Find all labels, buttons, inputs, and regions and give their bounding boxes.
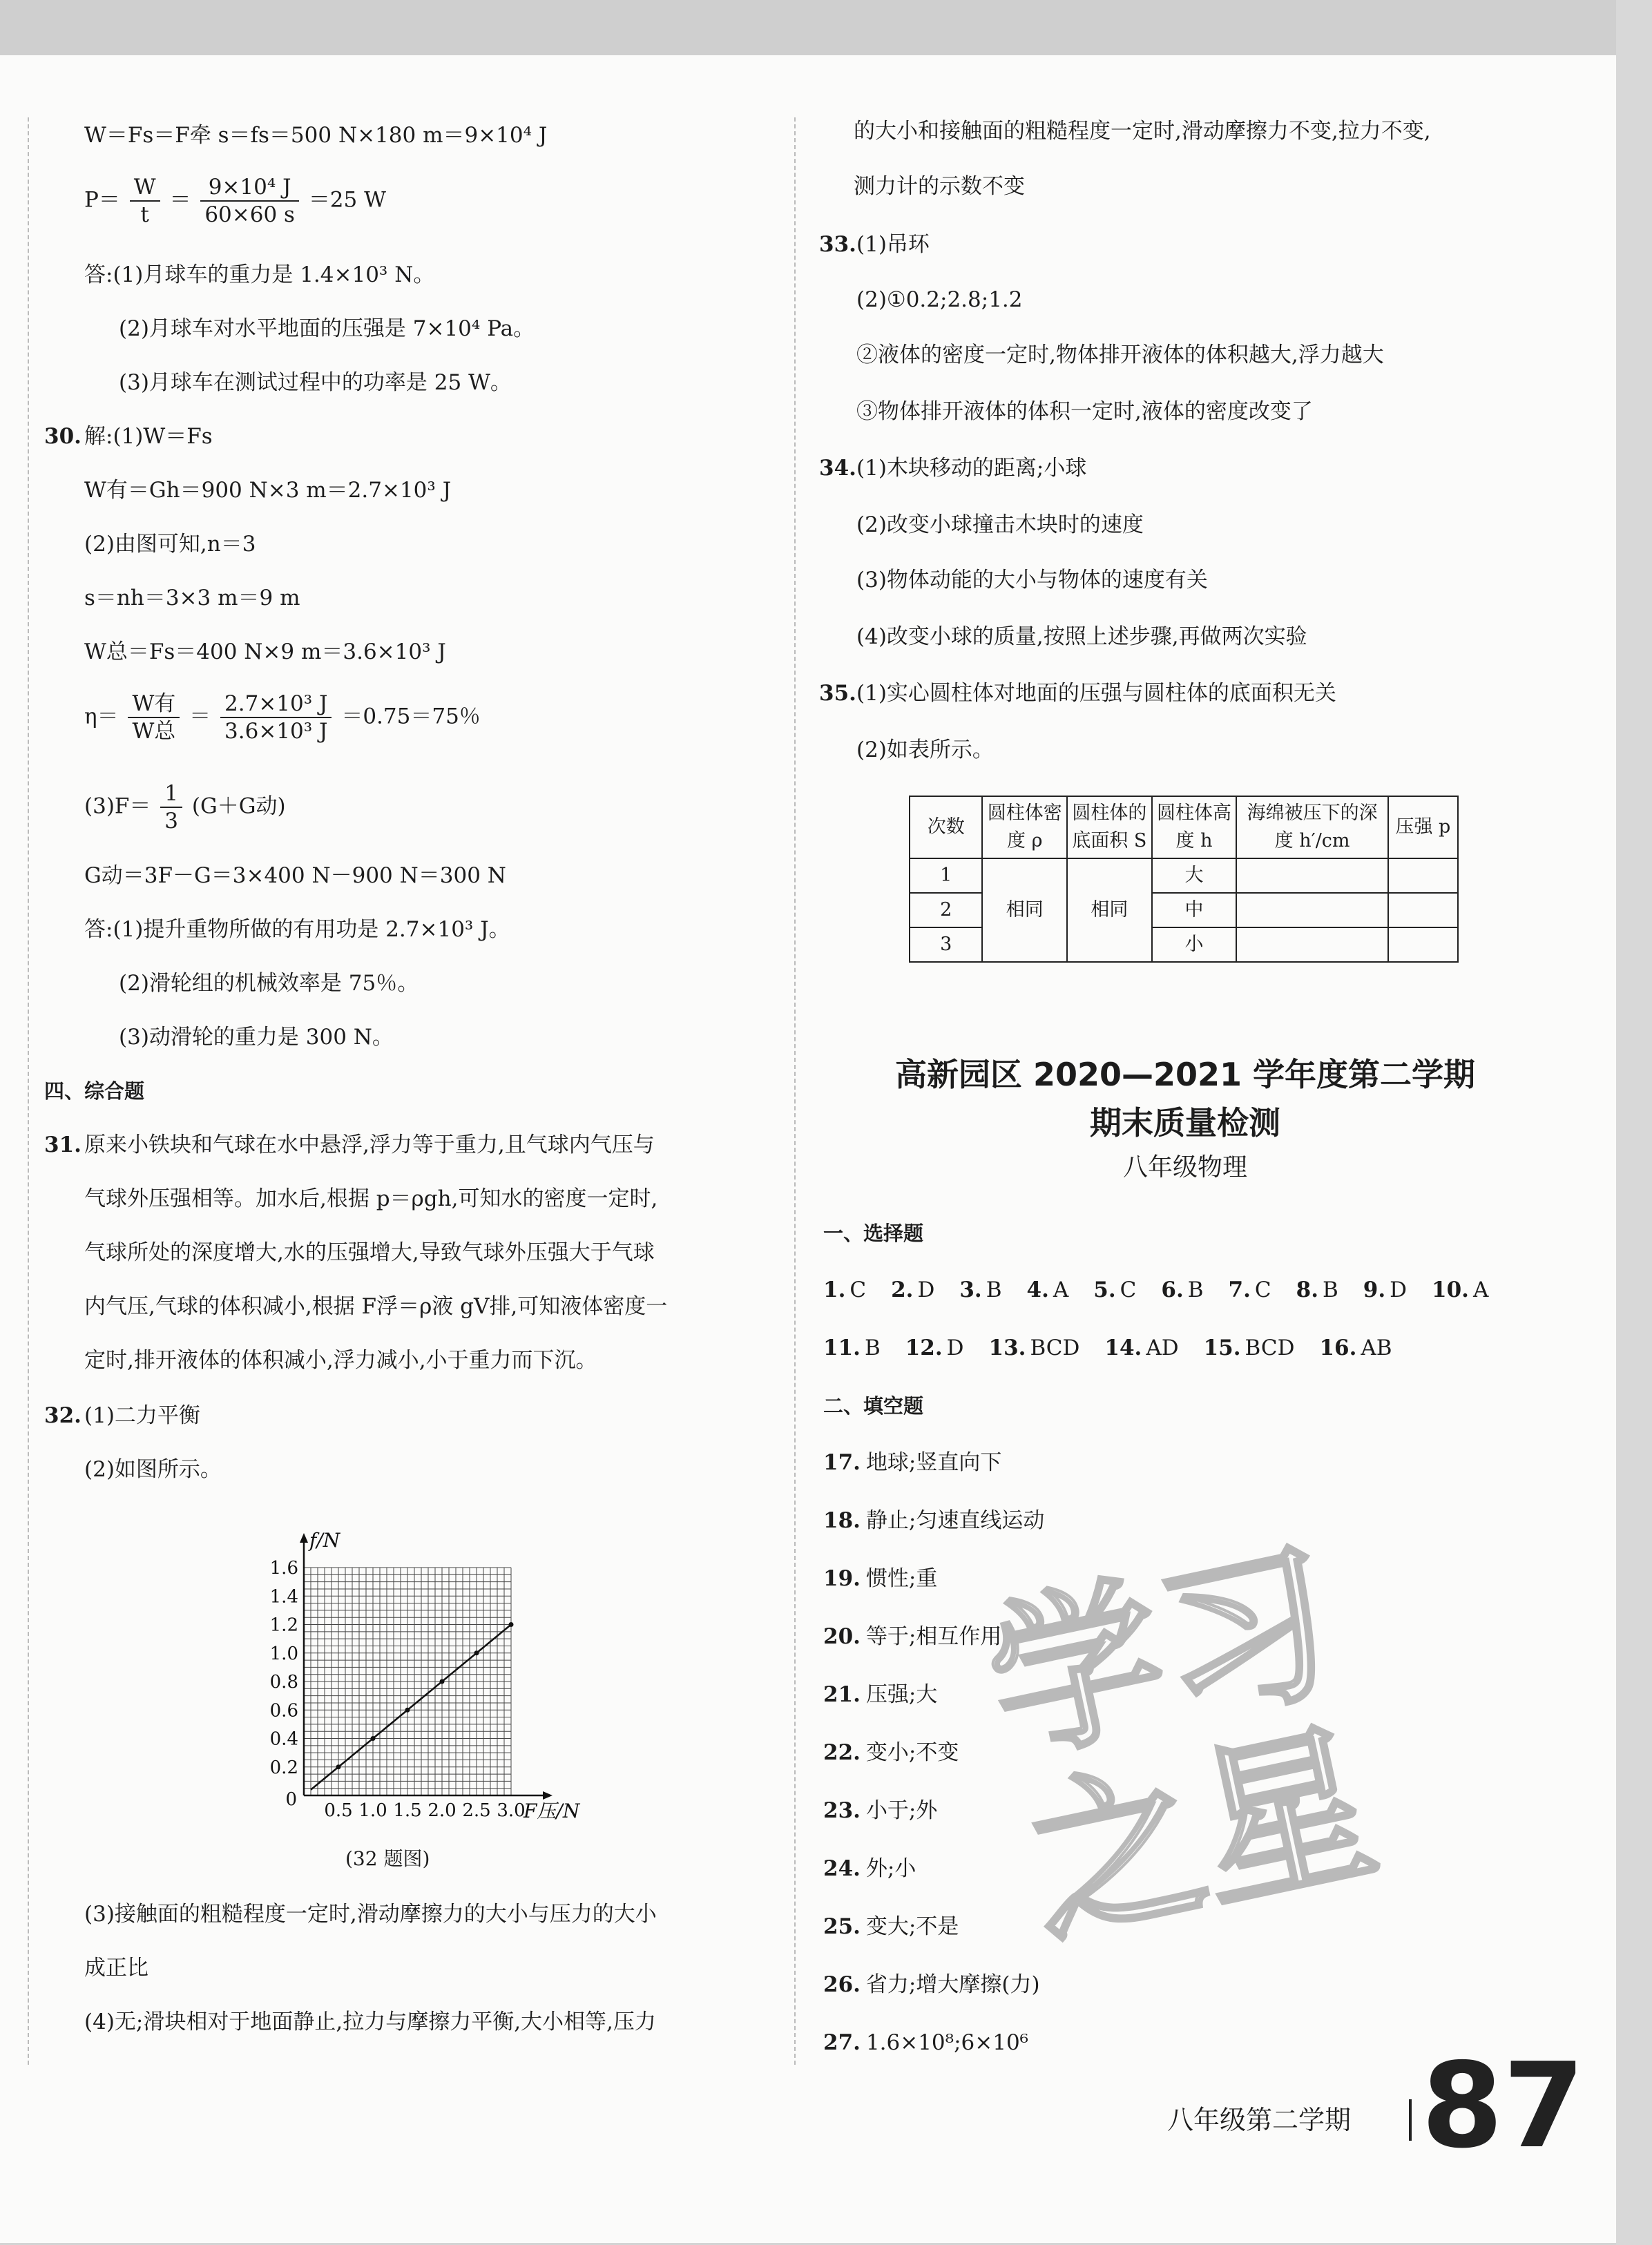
mc-number: 13. — [988, 1336, 1026, 1360]
y-tick-label: 1.0 — [269, 1643, 298, 1664]
q32-continued: 测力计的示数不变 — [854, 174, 1025, 199]
mc-answer — [959, 1276, 1001, 1304]
q32-line: (2)如图所示。 — [84, 1457, 222, 1482]
fill-number: 26. — [823, 1972, 861, 1997]
y-tick-label: 0.2 — [269, 1757, 298, 1778]
fill-text: 外;小 — [865, 1856, 916, 1881]
fill-answer — [823, 1449, 1445, 1507]
q33-line: ②液体的密度一定时,物体排开液体的体积越大,浮力越大 — [856, 343, 1384, 367]
q32-number: 32. — [44, 1403, 81, 1428]
formula-part: P＝ — [84, 187, 120, 213]
y-tick-label: 1.4 — [269, 1586, 298, 1608]
fill-number: 18. — [823, 1508, 861, 1533]
exam-subtitle: 期末质量检测 — [1090, 1104, 1280, 1141]
q30-line: W有＝Gh＝900 N×3 m＝2.7×10³ J — [84, 478, 452, 503]
mc-answer — [1027, 1276, 1069, 1304]
table-cell: 小 — [1152, 927, 1237, 962]
origin-label: 0 — [285, 1789, 297, 1810]
q30-line: s＝nh＝3×3 m＝9 m — [84, 586, 300, 610]
formula-part: (3)F＝ — [84, 793, 151, 819]
y-tick-label: 0.6 — [269, 1700, 298, 1722]
fill-text: 压强;大 — [865, 1682, 938, 1707]
table-cell: 3 — [910, 927, 982, 962]
mc-answer — [823, 1334, 881, 1362]
q33-line: ③物体排开液体的体积一定时,液体的密度改变了 — [856, 399, 1313, 424]
fill-text: 小于;外 — [865, 1798, 938, 1823]
x-tick-label: 1.5 — [393, 1800, 422, 1821]
table-header-row — [910, 796, 1458, 858]
q30-line: W总＝Fs＝400 N×9 m＝3.6×10³ J — [84, 639, 446, 664]
fill-number: 22. — [823, 1740, 861, 1765]
exam-title: 高新园区 2020—2021 学年度第二学期 — [894, 1056, 1476, 1093]
mc-answer — [1432, 1276, 1488, 1304]
chart-caption: (32 题图) — [345, 1847, 430, 1870]
scan-border-right — [1616, 0, 1652, 2245]
formula-part: ＝ — [189, 704, 211, 729]
mc-number: 1. — [823, 1278, 846, 1302]
numerator: 1 — [160, 780, 182, 808]
q29-answer-3: (3)月球车在测试过程中的功率是 25 W。 — [119, 370, 512, 395]
mc-letter: AD — [1146, 1336, 1179, 1360]
table-cell — [1388, 927, 1458, 962]
q31-line: 内气压,气球的体积减小,根据 F浮＝ρ液 gV排,可知液体密度一 — [84, 1294, 668, 1319]
y-axis-label: f/N — [309, 1529, 340, 1552]
q33-line: (1)吊环 — [856, 232, 930, 257]
table-cell: 大 — [1152, 858, 1237, 893]
x-tick-label: 0.5 — [324, 1800, 353, 1821]
mc-number: 10. — [1432, 1278, 1469, 1302]
mc-number: 14. — [1104, 1336, 1142, 1360]
section-heading-1: 一、选择题 — [823, 1222, 924, 1245]
mc-number: 9. — [1363, 1278, 1386, 1302]
q29-work-formula: W＝Fs＝F牵 s＝fs＝500 N×180 m＝9×10⁴ J — [84, 123, 548, 148]
table-header-cell: 圆柱体密度 ρ — [982, 796, 1067, 858]
mc-letter: AB — [1361, 1336, 1392, 1360]
x-tick-label: 3.0 — [497, 1800, 526, 1821]
mc-letter: C — [1254, 1278, 1271, 1302]
mc-answer — [1104, 1334, 1178, 1362]
q31-line: 原来小铁块和气球在水中悬浮,浮力等于重力,且气球内气压与 — [84, 1133, 655, 1157]
mc-letter: D — [946, 1336, 964, 1360]
mc-number: 8. — [1296, 1278, 1319, 1302]
fill-text: 省力;增大摩擦(力) — [865, 1972, 1040, 1997]
q30-line: G动＝3F－G＝3×400 N－900 N＝300 N — [84, 863, 506, 888]
table-cell — [1388, 858, 1458, 893]
x-tick-label: 1.0 — [358, 1800, 387, 1821]
mc-letter: B — [1323, 1278, 1338, 1302]
fill-text: 1.6×10⁸;6×10⁶ — [865, 2030, 1029, 2055]
mc-letter: B — [864, 1336, 881, 1360]
denominator: 3.6×10³ J — [224, 719, 328, 744]
q31-line: 定时,排开液体的体积减小,浮力减小,小于重力而下沉。 — [84, 1348, 597, 1373]
fill-number: 23. — [823, 1798, 861, 1823]
q31-number: 31. — [44, 1133, 81, 1157]
mc-number: 3. — [959, 1278, 982, 1302]
mc-letter: B — [986, 1278, 1002, 1302]
mc-answer — [1161, 1276, 1203, 1304]
footer-separator — [1409, 2099, 1412, 2141]
fill-text: 地球;竖直向下 — [865, 1450, 1002, 1475]
q30-number: 30. — [44, 424, 81, 449]
table-cell — [1236, 893, 1387, 927]
formula-part: ＝0.75＝75％ — [341, 704, 481, 729]
mc-letter: BCD — [1245, 1336, 1295, 1360]
table-header-cell: 圆柱体的底面积 S — [1067, 796, 1152, 858]
mc-answer — [1204, 1334, 1295, 1362]
x-axis-label: F压/N — [524, 1800, 580, 1822]
mc-number: 6. — [1161, 1278, 1184, 1302]
mc-answers-row-2 — [823, 1334, 1392, 1362]
fill-text: 变大;不是 — [865, 1914, 959, 1939]
q31-line: 气球外压强相等。加水后,根据 p＝ρgh,可知水的密度一定时, — [84, 1186, 658, 1211]
mc-number: 5. — [1093, 1278, 1116, 1302]
table-cell: 1 — [910, 858, 982, 893]
table-header-cell: 海绵被压下的深度 h′/cm — [1236, 796, 1387, 858]
q30-answer-1: 答:(1)提升重物所做的有用功是 2.7×10³ J。 — [84, 917, 510, 942]
fill-number: 24. — [823, 1856, 861, 1881]
numerator: 2.7×10³ J — [220, 691, 332, 718]
y-tick-label: 1.6 — [269, 1558, 298, 1579]
formula-part: (G＋G动) — [191, 793, 286, 819]
mc-letter: B — [1187, 1278, 1204, 1302]
mc-letter: A — [1472, 1278, 1489, 1302]
q34-line: (2)改变小球撞击木块时的速度 — [856, 512, 1144, 537]
fill-text: 变小;不变 — [865, 1740, 959, 1765]
fill-number: 17. — [823, 1450, 861, 1475]
fill-text: 惯性;重 — [865, 1566, 938, 1591]
table-cell: 中 — [1152, 893, 1237, 927]
q30-answer-2: (2)滑轮组的机械效率是 75％。 — [119, 971, 419, 996]
table-row — [910, 858, 1458, 893]
mc-number: 11. — [823, 1336, 861, 1360]
formula-part: ＝25 W — [308, 187, 386, 213]
q34-line: (4)改变小球的质量,按照上述步骤,再做两次实验 — [856, 624, 1307, 649]
mc-letter: C — [849, 1278, 867, 1302]
q29-answer-1: 答:(1)月球车的重力是 1.4×10³ N。 — [84, 262, 435, 287]
x-tick-label: 2.0 — [428, 1800, 457, 1821]
table-header-cell: 圆柱体高度 h — [1152, 796, 1237, 858]
numerator: W — [130, 174, 160, 202]
mc-number: 4. — [1026, 1278, 1049, 1302]
table-header-cell: 压强 p — [1388, 796, 1458, 858]
fill-text: 等于;相互作用 — [865, 1624, 1002, 1649]
fill-answer — [823, 2029, 1445, 2087]
mc-number: 15. — [1203, 1336, 1241, 1360]
fill-number: 19. — [823, 1566, 861, 1591]
fill-number: 25. — [823, 1914, 861, 1939]
mc-number: 16. — [1319, 1336, 1357, 1360]
watermark-logo: 学习之星 — [972, 1519, 1391, 1970]
q30-line: (2)由图可知,n＝3 — [84, 532, 256, 557]
mc-answer — [1093, 1276, 1136, 1304]
q32-line: (3)接触面的粗糙程度一定时,滑动摩擦力的大小与压力的大小 — [84, 1902, 657, 1927]
numerator: 9×10⁴ J — [200, 174, 299, 202]
table-cell — [1236, 927, 1387, 962]
mc-letter: D — [917, 1278, 935, 1302]
mc-number: 2. — [891, 1278, 914, 1302]
mc-number: 7. — [1228, 1278, 1251, 1302]
page-number: 87 — [1421, 2038, 1585, 2175]
q33-number: 33. — [819, 232, 856, 257]
section-heading-4: 四、综合题 — [44, 1079, 145, 1103]
q31-line: 气球所处的深度增大,水的压强增大,导致气球外压强大于气球 — [84, 1240, 655, 1265]
y-tick-label: 1.2 — [269, 1615, 298, 1636]
mc-answer — [823, 1276, 866, 1304]
q34-line: (3)物体动能的大小与物体的速度有关 — [856, 568, 1208, 592]
x-tick-label: 2.5 — [462, 1800, 491, 1821]
denominator: 3 — [164, 809, 179, 834]
q35-number: 35. — [819, 681, 856, 706]
numerator: W有 — [128, 691, 180, 718]
table-cell — [1236, 858, 1387, 893]
q34-line: (1)木块移动的距离;小球 — [856, 456, 1087, 481]
exam-subject: 八年级物理 — [1122, 1153, 1247, 1182]
q32-line: 成正比 — [84, 1956, 148, 1981]
y-tick-label: 0.8 — [269, 1672, 298, 1693]
mc-answer — [1319, 1334, 1392, 1362]
table-cell: 2 — [910, 893, 982, 927]
mc-answer — [905, 1334, 964, 1362]
footer-label: 八年级第二学期 — [1167, 2105, 1352, 2135]
q34-number: 34. — [819, 456, 856, 481]
mc-answer — [989, 1334, 1080, 1362]
q35-line: (2)如表所示。 — [856, 738, 994, 762]
mc-letter: BCD — [1030, 1336, 1080, 1360]
mc-letter: A — [1053, 1278, 1069, 1302]
denominator: 60×60 s — [204, 202, 295, 227]
mc-number: 12. — [905, 1336, 943, 1360]
mc-letter: D — [1390, 1278, 1408, 1302]
q32-line: (1)二力平衡 — [84, 1403, 200, 1428]
mc-answers-row-1 — [823, 1276, 1488, 1304]
q30-line: 解:(1)W＝Fs — [84, 424, 213, 449]
mc-letter: C — [1120, 1278, 1137, 1302]
fill-number: 20. — [823, 1624, 861, 1649]
table-cell: 相同 — [982, 858, 1067, 962]
denominator: W总 — [132, 719, 176, 744]
mc-answer — [1296, 1276, 1338, 1304]
q35-line: (1)实心圆柱体对地面的压强与圆柱体的底面积无关 — [856, 681, 1336, 706]
q33-line: (2)①0.2;2.8;1.2 — [856, 287, 1023, 312]
formula-part: η＝ — [84, 704, 119, 729]
table-header-cell: 次数 — [910, 796, 982, 858]
table-cell: 相同 — [1067, 858, 1152, 962]
fill-number: 27. — [823, 2030, 861, 2055]
fill-answer — [823, 1971, 1445, 2029]
formula-part: ＝ — [169, 187, 191, 213]
mc-answer — [891, 1276, 934, 1304]
denominator: t — [140, 202, 149, 227]
section-heading-2: 二、填空题 — [823, 1394, 924, 1418]
mc-answer — [1229, 1276, 1271, 1304]
q32-continued: 的大小和接触面的粗糙程度一定时,滑动摩擦力不变,拉力不变, — [854, 119, 1431, 144]
y-tick-label: 0.4 — [269, 1728, 298, 1750]
table-cell — [1388, 893, 1458, 927]
q30-answer-3: (3)动滑轮的重力是 300 N。 — [119, 1025, 394, 1050]
q29-answer-2: (2)月球车对水平地面的压强是 7×10⁴ Pa。 — [119, 316, 535, 341]
q32-line: (4)无;滑块相对于地面静止,拉力与摩擦力平衡,大小相等,压力 — [84, 2010, 656, 2034]
fill-text: 静止;匀速直线运动 — [865, 1508, 1045, 1533]
fill-number: 21. — [823, 1682, 861, 1707]
data-table — [909, 796, 1459, 963]
mc-answer — [1363, 1276, 1407, 1304]
